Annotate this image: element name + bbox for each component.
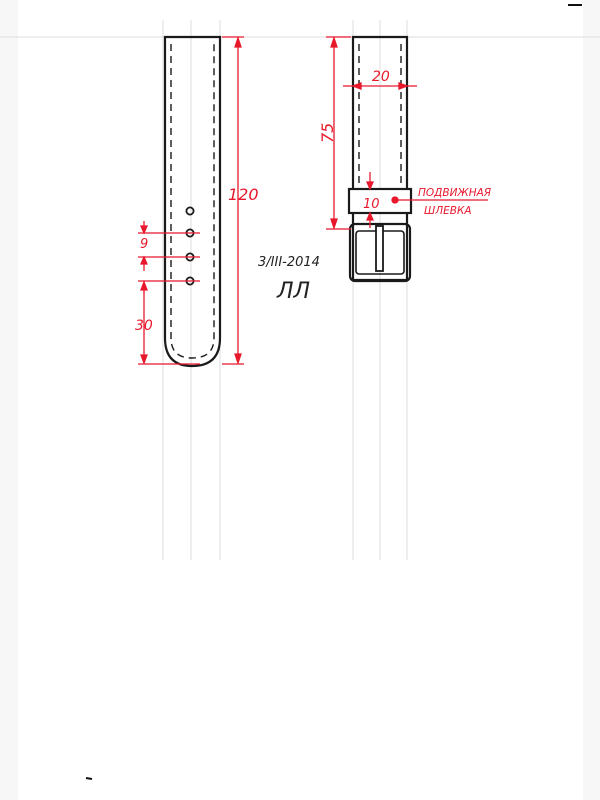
arrowhead [331, 219, 337, 228]
buckle-tongue [376, 226, 383, 271]
arrowhead [141, 257, 147, 264]
loop-width-label: 10 [363, 197, 380, 212]
long-strap [165, 37, 220, 366]
author-signature: ЛЛ [277, 279, 311, 304]
loop-label-line1: ПОДВИЖНАЯ [418, 187, 492, 199]
tip-distance-label: 30 [135, 318, 153, 334]
long-strap-length-label: 120 [228, 185, 259, 204]
hole-spacing-label: 9 [140, 237, 149, 252]
buckle-strap-length-label: 75 [318, 122, 337, 143]
loop-label-line2: ШЛЕВКА [424, 205, 472, 217]
strap-hole [186, 207, 193, 214]
arrowhead [353, 83, 361, 89]
drawing-date: 3/III-2014 [258, 255, 320, 270]
arrowhead [235, 354, 241, 363]
long-strap-outline [165, 37, 220, 366]
movable-loop [349, 189, 411, 213]
arrowhead [331, 38, 337, 47]
strap-width-label: 20 [372, 69, 390, 85]
long-strap-stitching [171, 44, 214, 358]
arrowhead [141, 355, 147, 363]
arrowhead [235, 38, 241, 47]
scan-speck [86, 778, 92, 779]
arrowhead [141, 226, 147, 233]
arrowhead [399, 83, 407, 89]
arrowhead [141, 282, 147, 290]
